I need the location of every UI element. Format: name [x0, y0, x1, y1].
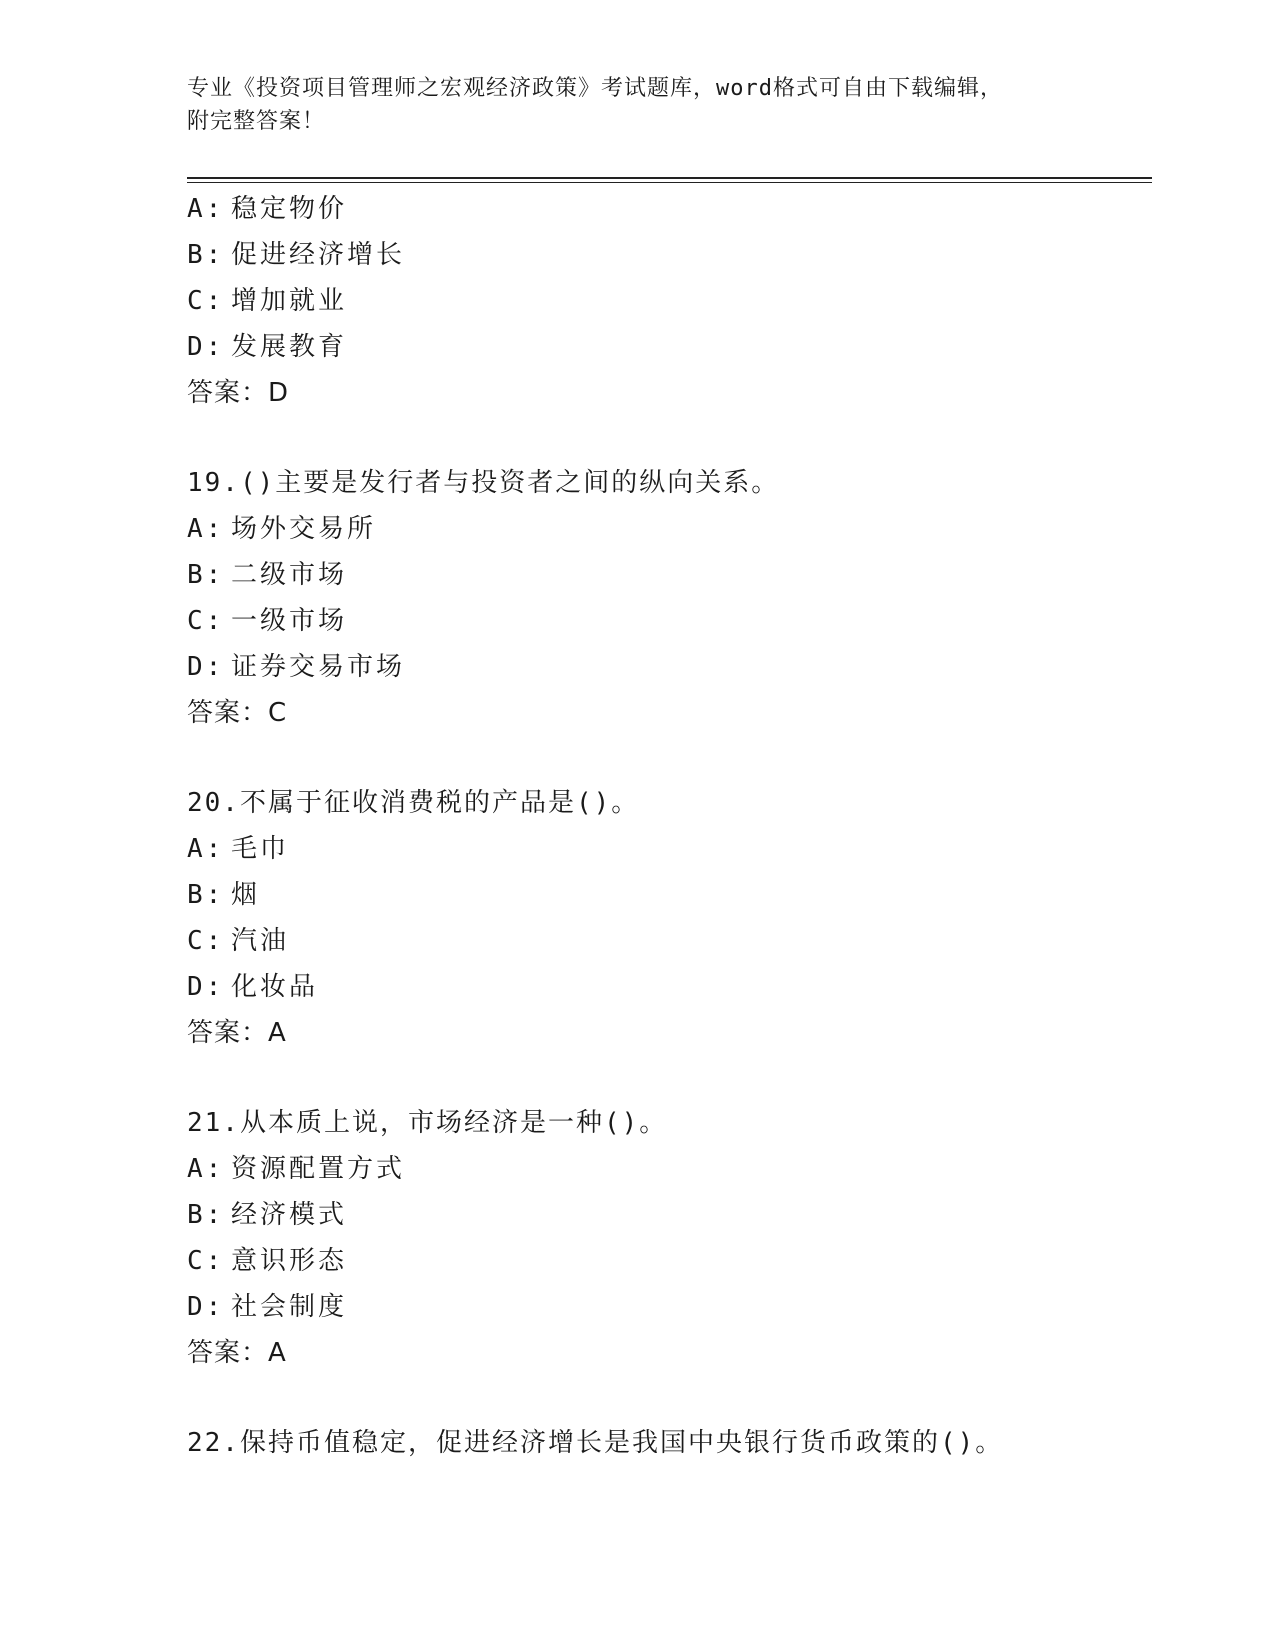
option-d: D: 证券交易市场	[187, 652, 406, 682]
option-d: D: 社会制度	[187, 1292, 348, 1322]
option-d: D: 发展教育	[187, 332, 348, 362]
header-line-2: 附完整答案！	[187, 109, 326, 134]
header-rule-thick	[187, 177, 1152, 179]
question-text: 21.从本质上说，市场经济是一种()。	[187, 1108, 668, 1138]
header-rule-thin	[187, 182, 1152, 183]
option-b: B: 经济模式	[187, 1200, 348, 1230]
document-header	[187, 72, 1087, 138]
option-c: C: 一级市场	[187, 606, 348, 636]
option-b: B: 烟	[187, 880, 261, 910]
option-a: A: 稳定物价	[187, 194, 348, 224]
option-d: D: 化妆品	[187, 972, 319, 1002]
option-a: A: 资源配置方式	[187, 1154, 406, 1184]
option-a: A: 毛巾	[187, 834, 290, 864]
question-text: 19.()主要是发行者与投资者之间的纵向关系。	[187, 468, 780, 498]
question-text: 20.不属于征收消费税的产品是()。	[187, 788, 640, 818]
option-a: A: 场外交易所	[187, 514, 377, 544]
answer-line: 答案：A	[187, 1338, 287, 1368]
question-block-21	[187, 1100, 1152, 1376]
question-block-20	[187, 780, 1152, 1056]
question-block-19	[187, 460, 1152, 736]
document-body	[187, 186, 1152, 1466]
option-b: B: 促进经济增长	[187, 240, 406, 270]
option-c: C: 意识形态	[187, 1246, 348, 1276]
question-block-18	[187, 186, 1152, 416]
answer-line: 答案：A	[187, 1018, 287, 1048]
question-text: 22.保持币值稳定，促进经济增长是我国中央银行货币政策的()。	[187, 1428, 1004, 1458]
option-c: C: 增加就业	[187, 286, 348, 316]
answer-line: 答案：C	[187, 698, 288, 728]
question-block-22	[187, 1420, 1152, 1466]
option-b: B: 二级市场	[187, 560, 348, 590]
answer-line: 答案：D	[187, 378, 290, 408]
header-line-1: 专业《投资项目管理师之宏观经济政策》考试题库，word格式可自由下载编辑，	[187, 76, 1003, 101]
option-c: C: 汽油	[187, 926, 290, 956]
